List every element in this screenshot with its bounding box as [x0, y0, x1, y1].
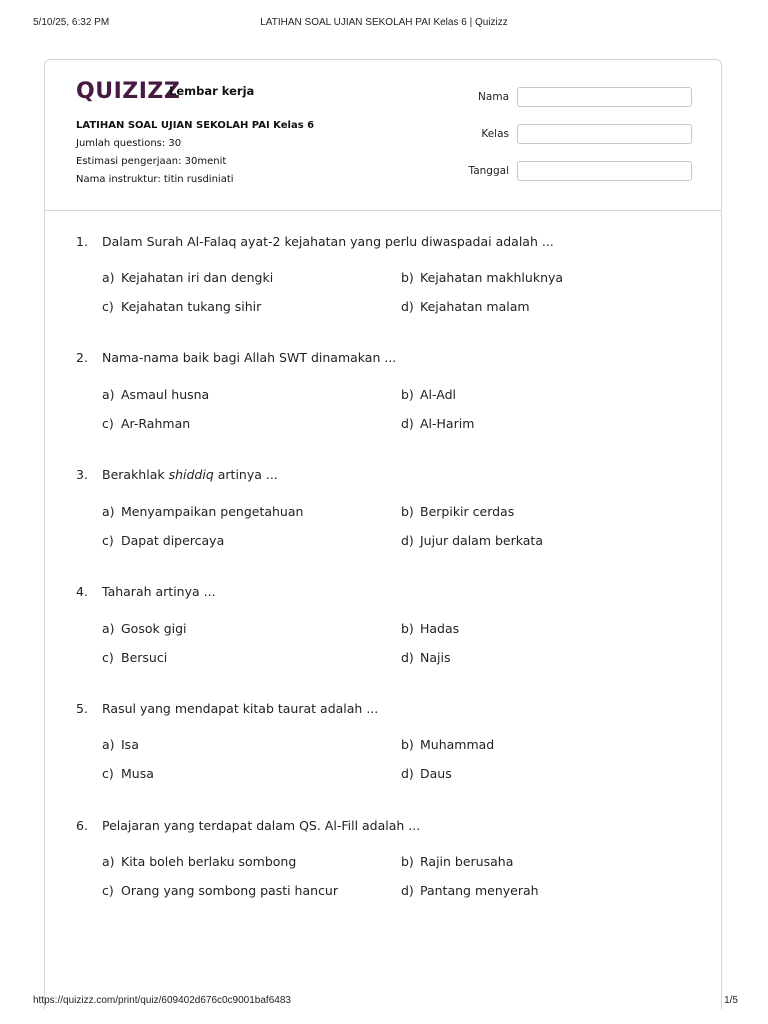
question-text: Rasul yang mendapat kitab taurat adalah ...	[102, 701, 379, 716]
option-4b: b) Hadas	[401, 621, 460, 636]
option-1b: b) Kejahatan makhluknya	[401, 270, 564, 285]
question-number: 4.	[76, 584, 88, 599]
option-1a: a) Kejahatan iri dan dengki	[102, 270, 274, 285]
worksheet-label: Lembar kerja	[169, 84, 255, 98]
question-number: 6.	[76, 818, 88, 833]
option-2a: a) Asmaul husna	[102, 387, 210, 402]
question-number: 5.	[76, 701, 88, 716]
option-6a: a) Kita boleh berlaku sombong	[102, 854, 297, 869]
question-text: Berakhlak shiddiq artinya ...	[102, 467, 278, 482]
date-field[interactable]	[517, 161, 692, 181]
question-text: Nama-nama baik bagi Allah SWT dinamakan ...	[102, 350, 397, 365]
date-field-label: Tanggal	[468, 165, 509, 177]
option-4c: c) Bersuci	[102, 650, 168, 665]
option-2b: b) Al-Adl	[401, 387, 456, 402]
question-text: Pelajaran yang terdapat dalam QS. Al-Fill adalah ...	[102, 818, 421, 833]
option-3d: d) Jujur dalam berkata	[401, 533, 543, 548]
option-6c: c) Orang yang sombong pasti hancur	[102, 883, 338, 898]
option-4d: d) Najis	[401, 650, 451, 665]
question-number: 1.	[76, 234, 88, 249]
worksheet-header	[45, 60, 721, 211]
option-2d: d) Al-Harim	[401, 416, 475, 431]
italic-term: shiddiq	[168, 467, 214, 482]
option-5b: b) Muhammad	[401, 737, 495, 752]
option-3a: a) Menyampaikan pengetahuan	[102, 504, 304, 519]
print-datetime: 5/10/25, 6:32 PM	[33, 17, 110, 28]
option-2c: c) Ar-Rahman	[102, 416, 191, 431]
quiz-title: LATIHAN SOAL UJIAN SEKOLAH PAI Kelas 6	[76, 120, 315, 131]
print-document-title: LATIHAN SOAL UJIAN SEKOLAH PAI Kelas 6 | Quizizz	[260, 17, 508, 28]
question-text: Dalam Surah Al-Falaq ayat-2 kejahatan yang perlu diwaspadai adalah ...	[102, 234, 554, 249]
page-number: 1/5	[724, 995, 738, 1006]
question-number: 2.	[76, 350, 88, 365]
option-4a: a) Gosok gigi	[102, 621, 187, 636]
questions-count: Jumlah questions: 30	[76, 138, 182, 149]
print-url: https://quizizz.com/print/quiz/609402d676c0c9001baf6483	[33, 995, 291, 1006]
instructor-name: Nama instruktur: titin rusdiniati	[76, 174, 234, 185]
quizizz-logo: QUIZIZZ	[76, 79, 181, 104]
option-6d: d) Pantang menyerah	[401, 883, 539, 898]
option-5d: d) Daus	[401, 766, 452, 781]
duration-estimate: Estimasi pengerjaan: 30menit	[76, 156, 227, 167]
class-field[interactable]	[517, 124, 692, 144]
question-text: Taharah artinya ...	[102, 584, 216, 599]
option-5c: c) Musa	[102, 766, 154, 781]
option-3c: c) Dapat dipercaya	[102, 533, 225, 548]
option-3b: b) Berpikir cerdas	[401, 504, 515, 519]
class-field-label: Kelas	[481, 128, 509, 140]
option-1c: c) Kejahatan tukang sihir	[102, 299, 262, 314]
name-field-label: Nama	[478, 91, 509, 103]
option-6b: b) Rajin berusaha	[401, 854, 514, 869]
option-1d: d) Kejahatan malam	[401, 299, 530, 314]
name-field[interactable]	[517, 87, 692, 107]
question-number: 3.	[76, 467, 88, 482]
worksheet	[44, 59, 722, 1009]
option-5a: a) Isa	[102, 737, 139, 752]
